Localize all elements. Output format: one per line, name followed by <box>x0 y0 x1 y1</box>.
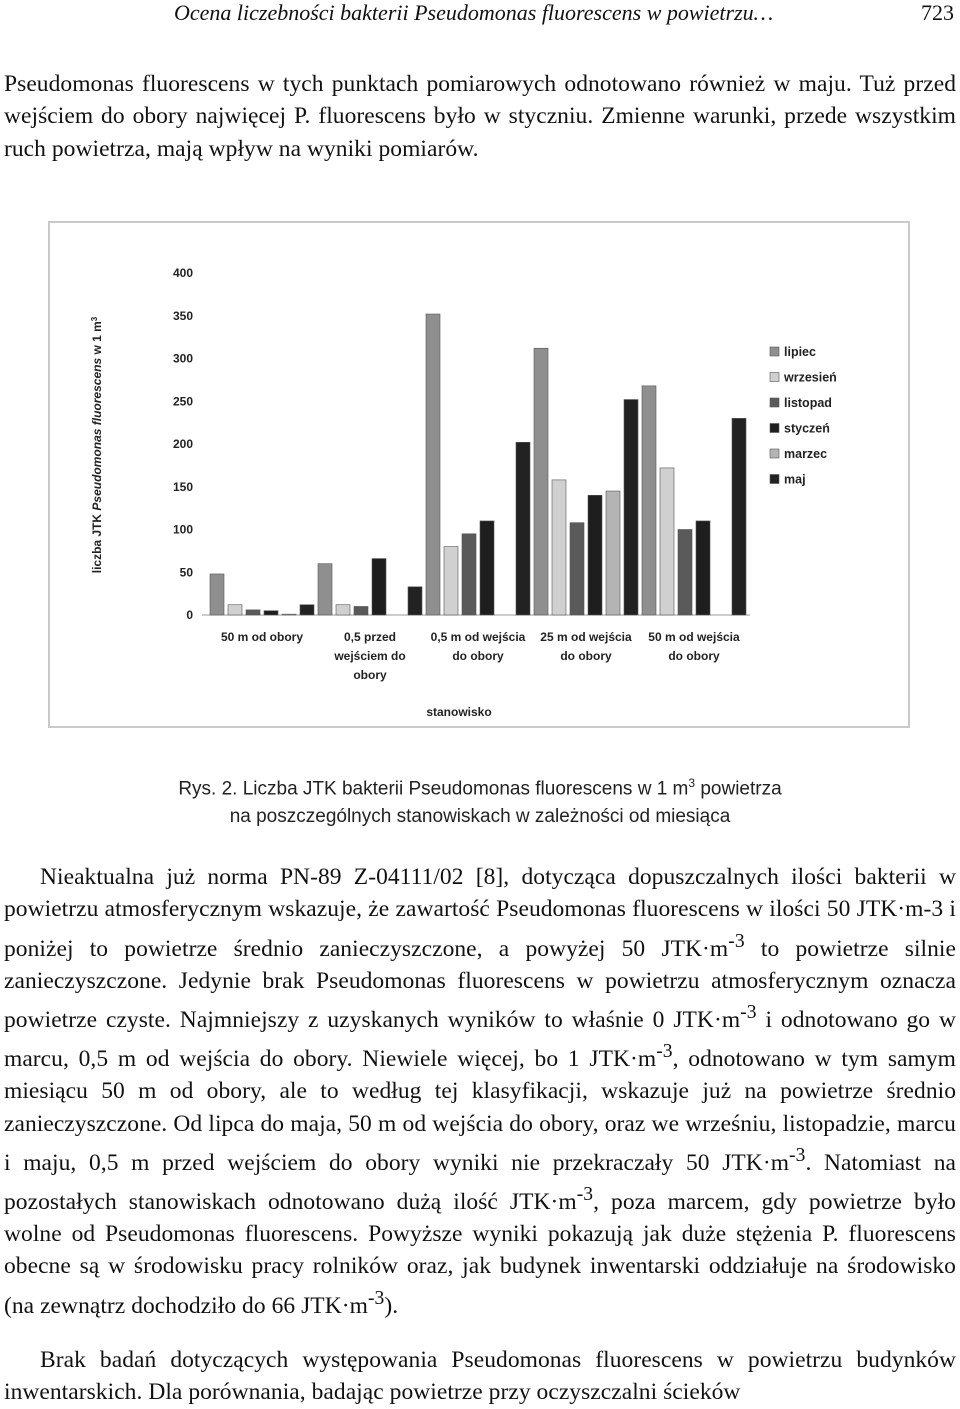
bar <box>282 614 296 615</box>
superscript: -3 <box>728 930 745 952</box>
legend-label: marzec <box>784 447 828 461</box>
legend-label: listopad <box>784 396 832 410</box>
y-axis-title-part: liczba JTK <box>90 510 104 574</box>
superscript: -3 <box>367 1287 385 1309</box>
legend-swatch <box>770 373 779 382</box>
superscript: -3 <box>740 1002 757 1024</box>
x-tick-label-line: wejściem do <box>334 649 406 663</box>
legend-swatch <box>770 424 779 433</box>
bar <box>660 468 674 615</box>
y-tick-label: 300 <box>172 351 193 366</box>
superscript: -3 <box>656 1041 673 1063</box>
x-tick-label-line: 0,5 m od wejścia <box>430 630 526 644</box>
x-tick-label <box>648 630 740 663</box>
x-tick-label <box>431 630 526 663</box>
running-title: Ocena liczebności bakterii Pseudomonas fluorescens w powietrzu… <box>174 0 774 25</box>
legend-label: lipiec <box>784 345 816 359</box>
chart-figure <box>48 221 910 728</box>
y-tick-label: 100 <box>172 522 193 537</box>
y-axis-title <box>90 316 104 573</box>
y-tick-label: 50 <box>179 565 193 580</box>
bar <box>426 314 440 615</box>
y-tick-label: 0 <box>186 608 193 622</box>
x-tick-label-line: do obory <box>452 649 504 663</box>
paragraph-text: , odnotowano w tym samym miesiącu 50 m od obory, ale to według tej klasyfikacji, wskazuje już na powietrze średnio zanieczyszczone. Od lipca do maja, 50 m od wejścia do obory, oraz we wrześniu, listopadzie, marcu i maju, 0,5 m przed wejściem do obory wyniki nie przekraczały 50 JTK·m <box>4 1045 956 1176</box>
bar <box>606 491 620 615</box>
page-number: 723 <box>921 0 954 25</box>
x-tick-label <box>333 630 405 682</box>
x-tick-label-line: obory <box>353 668 387 682</box>
bar <box>534 348 548 615</box>
y-tick-label: 150 <box>172 479 193 494</box>
bar <box>462 534 476 615</box>
y-tick-label: 250 <box>172 394 193 409</box>
y-axis-title-part: Pseudomonas fluorescens <box>90 357 104 511</box>
x-axis-title: stanowisko <box>426 705 492 719</box>
bar <box>570 523 584 615</box>
bar <box>444 547 458 615</box>
bar <box>588 495 602 615</box>
bar <box>678 530 692 616</box>
bar <box>300 605 314 615</box>
x-tick-label-line: 25 m od wejścia <box>540 630 632 644</box>
x-tick-label <box>540 630 632 663</box>
legend-swatch <box>770 398 779 407</box>
paragraph-text: ). <box>384 1292 399 1319</box>
bar <box>354 606 368 615</box>
paragraph-text: to powietrze silnie zanieczyszczone. Jedynie brak Pseudomonas fluorescens w powietrzu atmosferycznym oznacza powietrze czyste. Najmniejszy z uzyskanych wyników to właśnie 0 JTK·m <box>4 935 956 1033</box>
superscript: -3 <box>789 1144 806 1166</box>
bar <box>336 605 350 615</box>
figure-caption-line2: na poszczególnych stanowiskach w zależności od miesiąca <box>229 806 731 827</box>
bar <box>642 386 656 615</box>
superscript: -3 <box>576 1183 594 1205</box>
x-tick-label-line: do obory <box>668 649 720 663</box>
paragraph-text: . Natomiast na pozostałych stanowiskach odnotowano dużą ilość JTK·m <box>4 1149 956 1215</box>
x-tick-label-line: 0,5 przed <box>343 630 397 644</box>
bar <box>696 521 710 615</box>
paragraph-main <box>4 861 956 1322</box>
caption-text: Rys. 2. Liczba JTK bakterii Pseudomonas fluorescens w 1 m <box>178 778 689 800</box>
legend-label: maj <box>784 472 806 487</box>
bar <box>480 521 494 615</box>
legend-swatch <box>770 475 779 484</box>
figure-caption-line1 <box>0 776 960 800</box>
x-tick-label-line: 50 m od obory <box>220 630 304 644</box>
y-axis-title-part: w 1 m <box>90 321 104 358</box>
x-tick-label-line: 50 m od wejścia <box>648 630 740 644</box>
bar <box>228 605 242 615</box>
paragraph-text: Nieaktualna już norma PN-89 Z-04111/02 [8], dotycząca dopuszczalnych ilości bakterii w powietrzu atmosferycznym wskazuje, że zawartość Pseudomonas fluorescens w ilości 50 JTK·m-3 i poniżej to powietrze średnio zanieczyszczone, a powyżej 50 JTK·m <box>4 864 956 962</box>
bar <box>372 559 386 615</box>
y-tick-label: 350 <box>172 308 193 323</box>
y-axis-title-part: 3 <box>90 316 99 322</box>
paragraph-text: i odnotowano go w marcu, 0,5 m od wejścia do obory. Niewiele więcej, bo 1 JTK·m <box>4 1006 956 1072</box>
x-tick-label <box>221 630 303 644</box>
bar-chart <box>50 223 908 726</box>
bar <box>246 610 260 615</box>
bar <box>210 574 224 615</box>
paragraph-intro: Pseudomonas fluorescens w tych punktach pomiarowych odnotowano również w maju. Tuż przed wejściem do obory najwięcej P. fluorescens było w styczniu. Zmienne warunki, przede wszystkim ruch powietrza, mają wpływ na wyniki pomiarów. <box>4 71 956 162</box>
bar <box>408 587 422 615</box>
bar <box>264 611 278 615</box>
caption-text-end: powietrza <box>695 778 782 800</box>
bar <box>732 418 746 615</box>
legend-swatch <box>770 449 779 458</box>
legend-swatch <box>770 347 779 356</box>
x-tick-label-line: do obory <box>560 649 612 663</box>
bar <box>516 442 530 615</box>
bar <box>552 480 566 615</box>
bar <box>624 400 638 615</box>
running-header <box>0 0 960 26</box>
caption-superscript: 3 <box>688 776 696 790</box>
paragraph-text: , poza marcem, gdy powietrze było wolne od Pseudomonas fluorescens. Powyższe wyniki pokazują jak duże stężenia P. fluorescens obecne są w środowisku pracy rolników oraz, jak budynek inwentarski oddziałuje na środowisko (na zewnątrz dochodziło do 66 JTK·m <box>4 1188 956 1319</box>
legend-label: styczeń <box>784 421 830 436</box>
legend-label: wrzesień <box>784 370 837 385</box>
y-tick-label: 400 <box>172 266 193 280</box>
y-tick-label: 200 <box>172 437 193 451</box>
bar <box>318 564 332 615</box>
paragraph-last: Brak badań dotyczących występowania Pseudomonas fluorescens w powietrzu budynków inwentarskich. Dla porównania, badając powietrze przy oczyszczalni ścieków <box>4 1347 956 1406</box>
